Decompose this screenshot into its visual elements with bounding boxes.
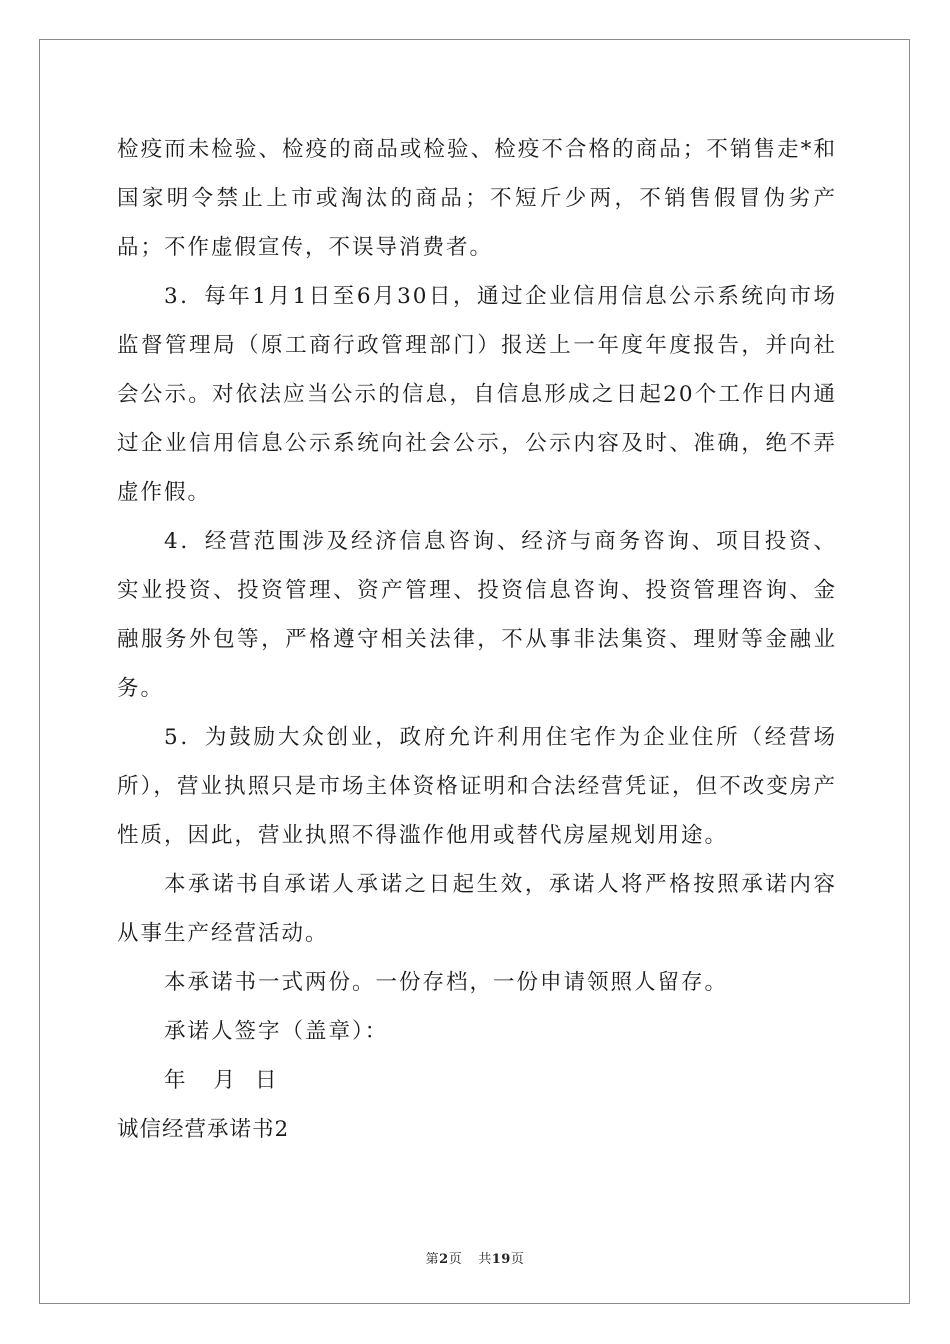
total-prefix: 共 xyxy=(478,1252,492,1267)
page-number: 2 xyxy=(439,1252,449,1267)
paragraph-item-5: 5．为鼓励大众创业，政府允许利用住宅作为企业住所（经营场所），营业执照只是市场主体资格证明和合法经营凭证，但不改变房产性质，因此，营业执照不得滥作他用或替代房屋规划用途。 xyxy=(117,725,837,848)
total-pages: 19 xyxy=(491,1252,511,1267)
paragraph-item-4: 4．经营范围涉及经济信息咨询、经济与商务咨询、项目投资、实业投资、投资管理、资产管理、投资信息咨询、投资管理咨询、金融服务外包等，严格遵守相关法律，不从事非法集资、理财等金融业务。 xyxy=(117,529,837,701)
page-footer xyxy=(0,1248,950,1267)
date-line xyxy=(117,1056,837,1105)
paragraph-item-3: 3．每年1月1日至6月30日，通过企业信用信息公示系统向市场监督管理局（原工商行政管理部门）报送上一年度年度报告，并向社会公示。对依法应当公示的信息，自信息形成之日起20个工作日内通过企业信用信息公示系统向社会公示，公示内容及时、准确，绝不弄虚作假。 xyxy=(117,284,837,505)
paragraph-effective: 本承诺书自承诺人承诺之日起生效，承诺人将严格按照承诺内容从事生产经营活动。 xyxy=(117,872,837,946)
page-suffix: 页 xyxy=(448,1252,463,1267)
signature-label: 承诺人签字（盖章）： xyxy=(164,1019,389,1044)
document-body xyxy=(117,125,837,1154)
paragraph-copies: 本承诺书一式两份。一份存档，一份申请领照人留存。 xyxy=(164,970,729,995)
next-section-heading: 诚信经营承诺书2 xyxy=(117,1117,290,1142)
date-month: 月 xyxy=(213,1068,238,1093)
date-year: 年 xyxy=(164,1068,188,1093)
paragraph-continued: 检疫而未检验、检疫的商品或检验、检疫不合格的商品；不销售走*和国家明令禁止上市或淘汰的商品；不短斤少两，不销售假冒伪劣产品；不作虚假宣传，不误导消费者。 xyxy=(117,137,837,260)
page-prefix: 第 xyxy=(425,1252,440,1267)
total-suffix: 页 xyxy=(510,1252,525,1267)
date-day: 日 xyxy=(255,1068,279,1093)
